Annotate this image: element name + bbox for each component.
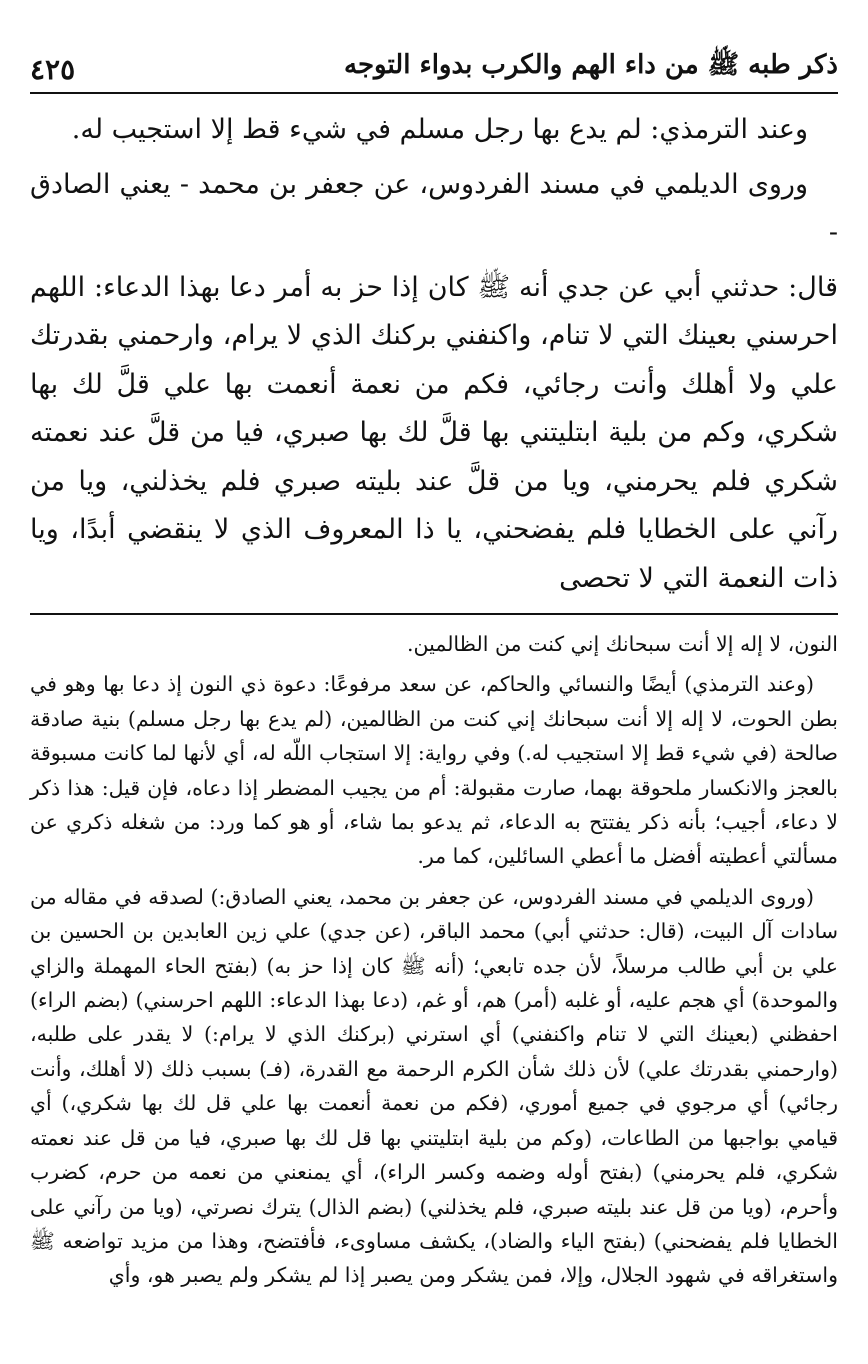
commentary-text bbox=[30, 627, 838, 1293]
book-page bbox=[30, 40, 838, 1340]
page-header bbox=[30, 40, 838, 94]
commentary-paragraph: (وروى الديلمي في مسند الفردوس، عن جعفر بن محمد، يعني الصادق:) لصدقه في مقاله من سادات آل البيت، (قال: حدثني أبي) محمد الباقر، (عن جدي) علي زين العابدين بن الحسين بن علي بن أبي طالب مرسلاً، لأن جده تابعي؛ (أنه ﷺ كان إذا حز به) (بفتح الحاء المهملة والزاي والموحدة) أي هجم عليه، أو غلبه (أمر) هم، أو غم، (دعا بهذا الدعاء: اللهم احرسني) (بضم الراء) احفظني (بعينك التي لا تنام واكنفني) أي استرني (بركنك الذي لا يرام:) لا يقدر على طلبه، (وارحمني بقدرتك علي) لأن ذلك شأن الكرم الرحمة مع القدرة، (فـ) بسبب ذلك (لا أهلك، وأنت رجائي) أي مرجوي في جميع أموري، (فكم من نعمة أنعمت بها علي قل لك بها شكري،) أي قيامي بواجبها من الطاعات، (وكم من بلية ابتليتني بها قل لك بها صبري، فيا من قل عند نعمته شكري، فلم يحرمني) (بفتح أوله وضمه وكسر الراء)، أي يمنعني من نعمه من حرم، كضرب وأحرم، (ويا من قل عند بليته صبري، فلم يخذلني) (بضم الذال) يترك نصرتي، (ويا من رآني على الخطايا فلم يفضحني) (بفتح الياء والضاد)، يكشف مساوىء، فأفتضح، وهذا من مزيد تواضعه ﷺ واستغراقه في شهود الجلال، وإلا، فمن يشكر ومن يصبر إذا لم يشكر ولم يصبر هو، وأي bbox=[30, 884, 838, 1288]
main-paragraph: وعند الترمذي: لم يدع بها رجل مسلم في شيء قط إلا استجيب له. bbox=[71, 114, 808, 145]
main-paragraph: قال: حدثني أبي عن جدي أنه ﷺ كان إذا حز به أمر دعا بهذا الدعاء: اللهم احرسني بعينك التي لا تنام، واكنفني بركنك الذي لا يرام، وارحمني بقدرتك علي ولا أهلك وأنت رجائي، فكم من نعمة أنعمت بها علي قلَّ لك بها شكري، وكم من بلية ابتليتني بها قلَّ لك بها صبري، فيا من قلَّ عند نعمته شكري فلم يحرمني، ويا من قلَّ عند بليته صبري فلم يخذلني، ويا من رآني على الخطايا فلم يفضحني، يا ذا المعروف الذي لا ينقضي أبدًا، ويا ذات النعمة التي لا تحصى bbox=[30, 271, 838, 594]
main-paragraph: وروى الديلمي في مسند الفردوس، عن جعفر بن محمد - يعني الصادق - bbox=[30, 168, 838, 248]
commentary-paragraph: (وعند الترمذي) أيضًا والنسائي والحاكم، عن سعد مرفوعًا: دعوة ذي النون إذ دعا بها وهو في بطن الحوت، لا إله إلا أنت سبحانك إني كنت من الظالمين، (لم يدع بها رجل مسلم) بنية صادقة صالحة (في شيء قط إلا استجيب له.) وفي رواية: إلا استجاب اللّه له، أي لأنها لما كانت مسبوقة بالعجز والانكسار ملحوقة بهما، صارت مقبولة: أم من يجيب المضطر إذا دعاه، فإن قيل: هذا ذكر لا دعاء، أجيب؛ بأنه ذكر يفتتح به الدعاء، ثم يدعو بما شاء، أو هو كما ورد: من شغله ذكري عن مسألتي أعطيته أفضل ما أعطي السائلين، كما مر. bbox=[30, 672, 838, 869]
main-text bbox=[30, 106, 838, 603]
page-number: ٤٢٥ bbox=[30, 53, 76, 86]
running-title: ذكر طبه ﷺ من داء الهم والكرب بدواء التوجه bbox=[344, 50, 838, 80]
commentary-paragraph: النون، لا إله إلا أنت سبحانك إني كنت من الظالمين. bbox=[407, 632, 838, 656]
footnote-divider bbox=[30, 613, 838, 615]
